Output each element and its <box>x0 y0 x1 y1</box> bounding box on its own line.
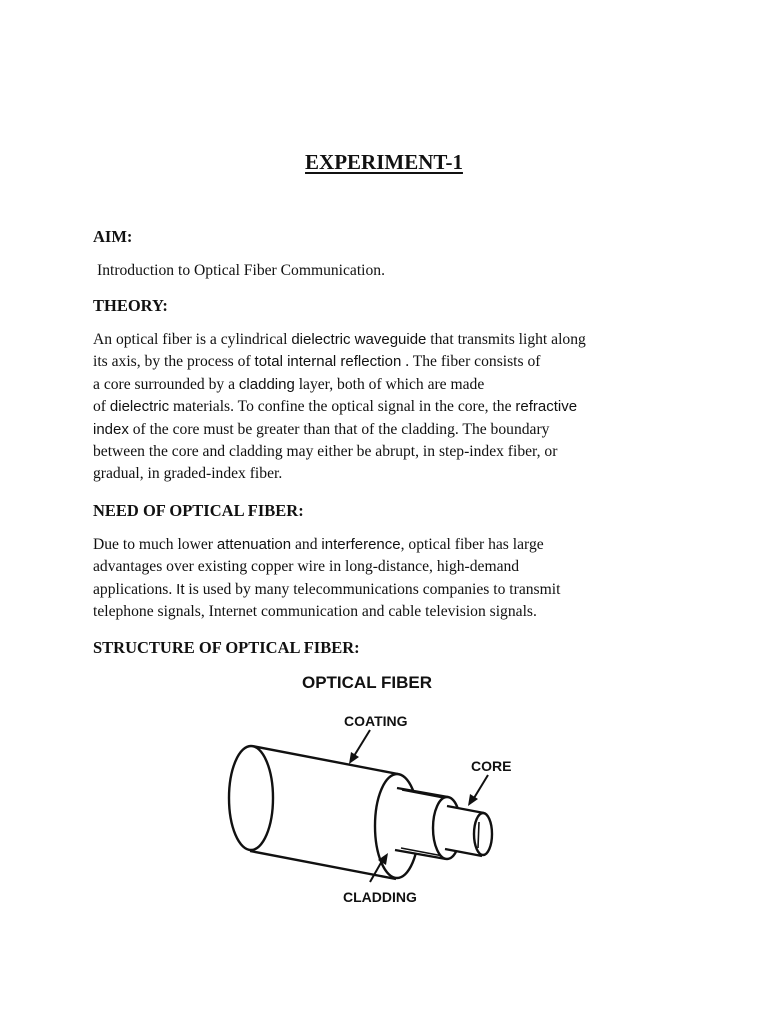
need-line: applications. It is used by many telecommunications companies to transmit <box>93 580 561 598</box>
theory-line: gradual, in graded-index fiber. <box>93 465 283 483</box>
coating-label: COATING <box>344 713 408 729</box>
need-line: Due to much lower attenuation and interference, optical fiber has large <box>93 536 544 553</box>
theory-line: An optical fiber is a cylindrical dielectric waveguide that transmits light along <box>93 331 586 348</box>
theory-line: a core surrounded by a cladding layer, both of which are made <box>93 375 485 393</box>
coating-arrowhead <box>349 752 359 764</box>
figure-title: OPTICAL FIBER <box>301 673 433 692</box>
theory-line: its axis, by the process of total internal reflection . The fiber consists of <box>93 353 541 371</box>
optical-fiber-figure <box>220 664 540 914</box>
coating-arrow-line <box>354 730 370 756</box>
coating-back-end <box>229 746 273 850</box>
need-paragraph <box>93 534 683 624</box>
need-heading: NEED OF OPTICAL FIBER: <box>93 501 304 520</box>
theory-line: index of the core must be greater than that of the cladding. The boundary <box>93 420 550 438</box>
aim-text: Introduction to Optical Fiber Communication. <box>97 262 386 279</box>
core-label: CORE <box>471 758 512 774</box>
page-title: EXPERIMENT-1 <box>305 150 463 174</box>
core-highlight <box>478 822 479 848</box>
theory-heading: THEORY: <box>93 296 168 315</box>
aim-heading: AIM: <box>93 227 133 246</box>
theory-line: between the core and cladding may either be abrupt, in step-index fiber, or <box>93 443 558 461</box>
core-arrow-line <box>474 775 488 798</box>
fiber-cable-illustration <box>229 746 492 879</box>
core-front-end <box>474 813 492 855</box>
theory-paragraph <box>93 329 683 486</box>
need-line: advantages over existing copper wire in long-distance, high-demand <box>93 558 520 576</box>
theory-line: of dielectric materials. To confine the optical signal in the core, the refractive <box>93 398 578 416</box>
structure-heading: STRUCTURE OF OPTICAL FIBER: <box>93 638 360 657</box>
cladding-label: CLADDING <box>343 889 417 905</box>
need-line: telephone signals, Internet communication and cable television signals. <box>93 603 537 621</box>
